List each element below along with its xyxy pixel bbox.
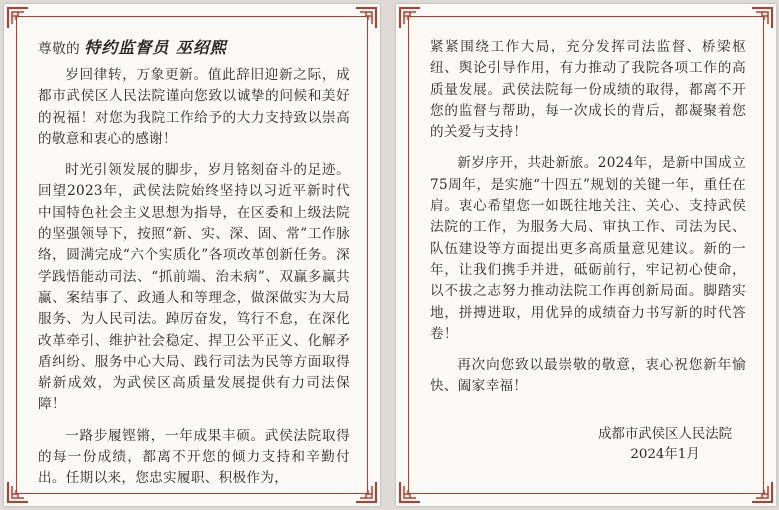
corner-ornament-icon [750, 6, 774, 30]
paragraph-thanks: 一路步履铿锵，一年成果丰硕。武侯法院取得的每一份成绩，都离不开您的倾力支持和辛勤付出。任期以来，您忠实履职、积极作为， [38, 427, 350, 487]
corner-ornament-icon [6, 6, 30, 30]
paragraph-closing-wish: 再次向您致以最崇敬的敬意，衷心祝您新年愉快、阖家幸福！ [430, 357, 746, 395]
paragraph-greeting: 岁回律转，万象更新。值此辞旧迎新之际，成都市武侯区人民法院谨向您致以诚挚的问候和美好的祝福！对您为我院工作给予的大力支持致以崇高的敬意和衷心的感谢！ [38, 67, 350, 147]
corner-ornament-icon [354, 6, 378, 30]
corner-ornament-icon [750, 480, 774, 504]
salutation-name-handwritten: 特约监督员 巫绍熙 [84, 38, 227, 57]
signature-block [598, 425, 732, 465]
letter-body-right [430, 37, 746, 398]
paragraph-review-2023: 时光引领发展的脚步，岁月铭刻奋斗的足迹。回望2023年，武侯法院始终坚持以习近平新时代中国特色社会主义思想为指导，在区委和上级法院的坚强领导下，按照“新、实、深、固、常”工作脉络，圆满完成“六个实质化”各项改革创新任务。深学践悟能动司法、“抓前端、治未病”、双赢多赢共赢、案结事了、政通人和等理念，做深做实为大局服务、为人民司法。踔厉奋发，笃行不怠，在深化改革牵引、维护社会稳定、捍卫公平正义、化解矛盾纠纷、服务中心大局、践行司法为民等方面取得崭新成效，为武侯区高质量发展提供有力司法保障！ [38, 162, 350, 413]
signature-org: 成都市武侯区人民法院 [598, 427, 732, 442]
salutation-label: 尊敬的 [38, 41, 81, 57]
letter-body-left [38, 65, 350, 490]
letter-page-right [396, 4, 776, 506]
signature-date: 2024年1月 [630, 447, 700, 462]
salutation [38, 37, 227, 60]
corner-ornament-icon [398, 6, 422, 30]
corner-ornament-icon [354, 480, 378, 504]
corner-ornament-icon [6, 480, 30, 504]
paragraph-new-year-2024: 新岁序开，共赴新旅。2024年，是新中国成立75周年，是实施“十四五”规划的关键一年，重任在肩。衷心希望您一如既往地关注、关心、支持武侯法院的工作，为服务大局、审执工作、司法为民、队伍建设等方面提出更多高质量意见建议。新的一年，让我们携手并进，砥砺前行，牢记初心使命，以不拔之志努力推动法院工作再创新局面。脚踏实地，拼搏进取，用优异的成绩奋力书写新的时代答卷！ [430, 155, 746, 342]
paragraph-continuation: 紧紧围绕工作大局，充分发挥司法监督、桥梁枢纽、舆论引导作用，有力推动了我院各项工作的高质量发展。武侯法院每一份成绩的取得，都离不开您的监督与帮助，每一次成长的背后，都凝聚着您的关爱与支持！ [430, 39, 746, 141]
letter-page-left [4, 4, 380, 506]
corner-ornament-icon [398, 480, 422, 504]
